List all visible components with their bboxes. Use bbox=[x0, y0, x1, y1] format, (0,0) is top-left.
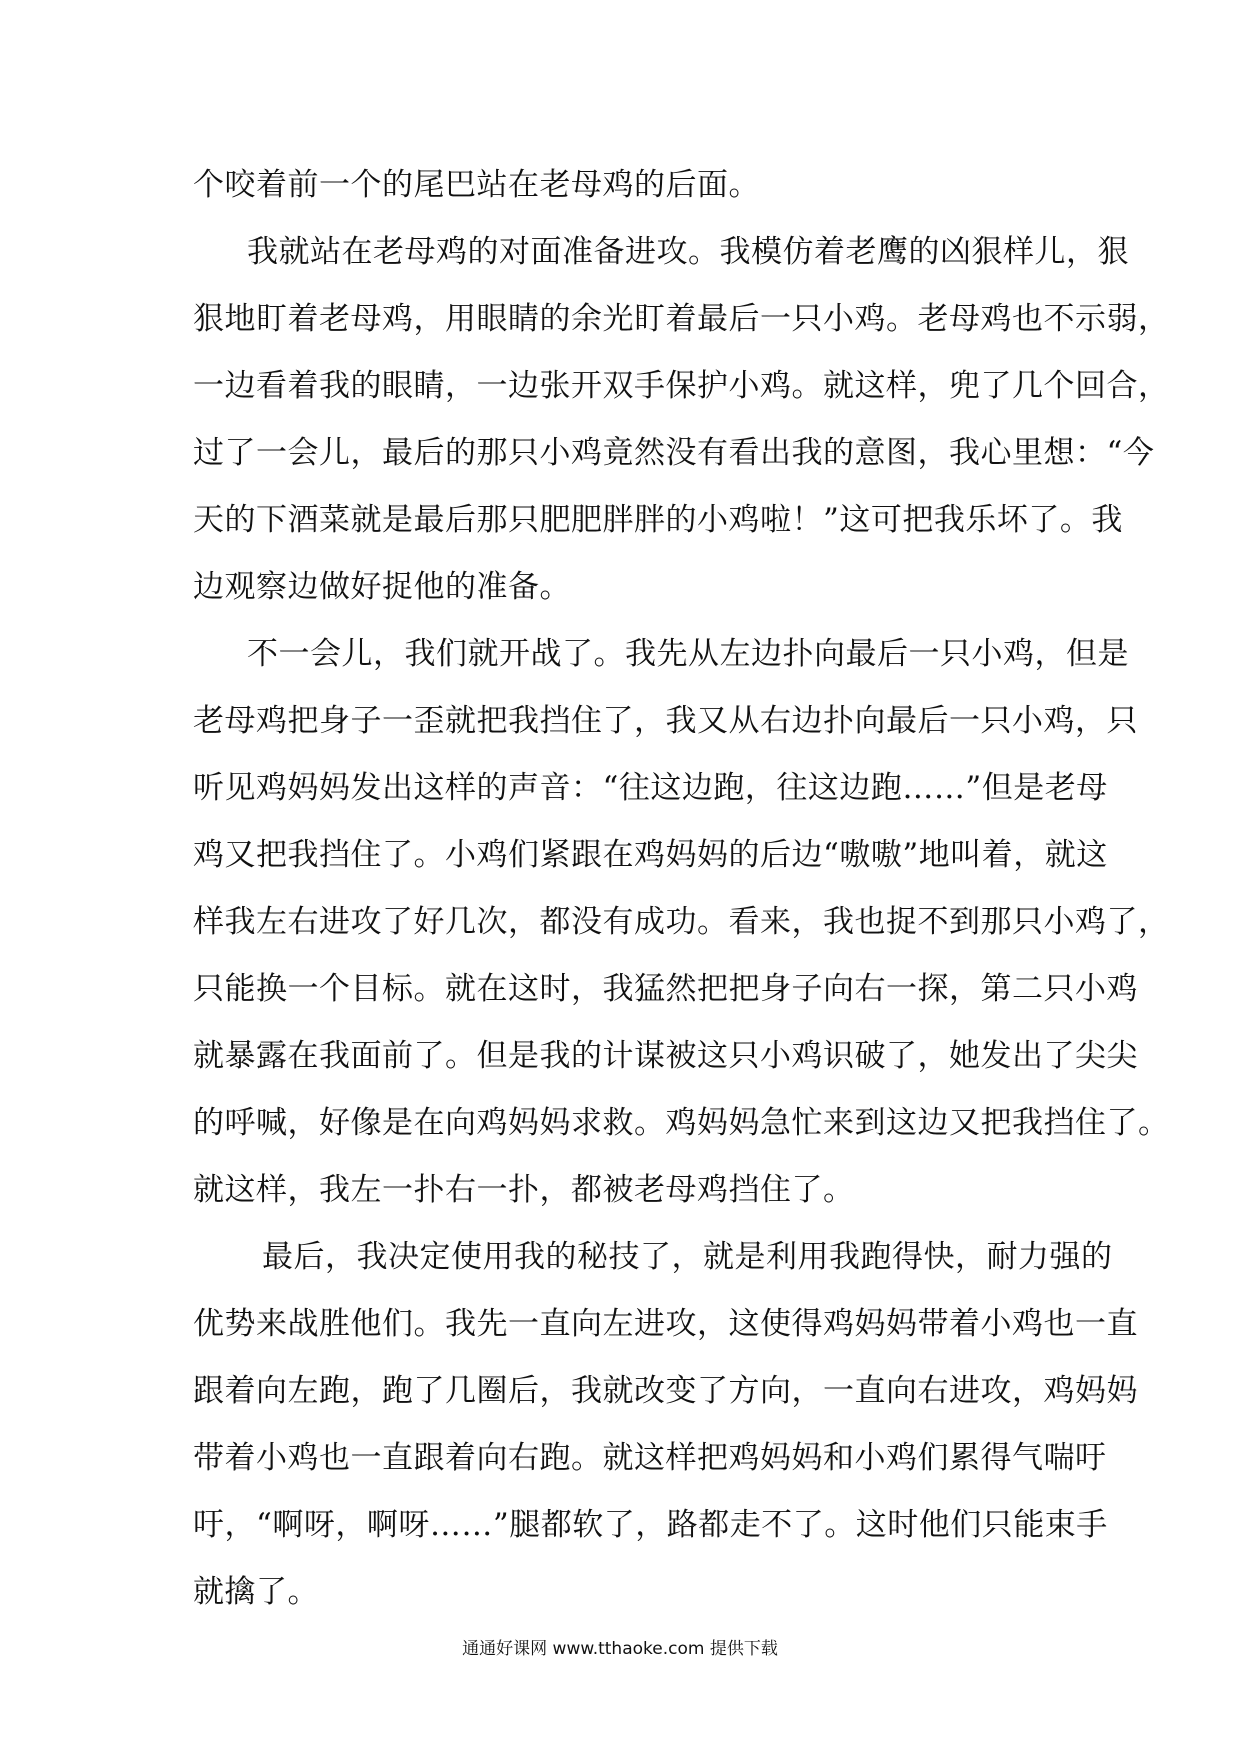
text-line: 听见鸡妈妈发出这样的声音：“往这边跑，往这边跑……”但是老母 bbox=[193, 770, 1108, 806]
text-line: 吁，“啊呀，啊呀……”腿都软了，路都走不了。这时他们只能束手 bbox=[193, 1507, 1108, 1543]
text-line: 就暴露在我面前了。但是我的计谋被这只小鸡识破了，她发出了尖尖 bbox=[193, 1038, 1138, 1074]
text-line: 过了一会儿，最后的那只小鸡竟然没有看出我的意图，我心里想：“今 bbox=[193, 435, 1155, 471]
text-line: 就擒了。 bbox=[193, 1574, 319, 1610]
text-line: 天的下酒菜就是最后那只肥肥胖胖的小鸡啦！”这可把我乐坏了。我 bbox=[193, 502, 1123, 538]
paragraph-start-line: 最后，我决定使用我的秘技了，就是利用我跑得快，耐力强的 bbox=[262, 1239, 1113, 1275]
text-line: 优势来战胜他们。我先一直向左进攻，这使得鸡妈妈带着小鸡也一直 bbox=[193, 1306, 1138, 1342]
text-line: 一边看着我的眼睛，一边张开双手保护小鸡。就这样，兜了几个回合， bbox=[193, 368, 1170, 404]
text-line: 只能换一个目标。就在这时，我猛然把把身子向右一探，第二只小鸡 bbox=[193, 971, 1138, 1007]
text-line: 就这样，我左一扑右一扑，都被老母鸡挡住了。 bbox=[193, 1172, 855, 1208]
document-body bbox=[193, 152, 1170, 1626]
text-line: 带着小鸡也一直跟着向右跑。就这样把鸡妈妈和小鸡们累得气喘吁 bbox=[193, 1440, 1107, 1476]
text-line: 狠地盯着老母鸡，用眼睛的余光盯着最后一只小鸡。老母鸡也不示弱， bbox=[193, 301, 1170, 337]
text-line: 边观察边做好捉他的准备。 bbox=[193, 569, 571, 605]
text-line: 样我左右进攻了好几次，都没有成功。看来，我也捉不到那只小鸡了， bbox=[193, 904, 1170, 940]
text-line: 鸡又把我挡住了。小鸡们紧跟在鸡妈妈的后边“嗷嗷”地叫着，就这 bbox=[193, 837, 1108, 873]
paragraph-start-line: 不一会儿，我们就开战了。我先从左边扑向最后一只小鸡，但是 bbox=[247, 636, 1129, 672]
text-line: 的呼喊，好像是在向鸡妈妈求救。鸡妈妈急忙来到这边又把我挡住了。 bbox=[193, 1105, 1170, 1141]
page-footer: 通通好课网 www.tthaoke.com 提供下载 bbox=[462, 1639, 778, 1659]
paragraph-start-line: 我就站在老母鸡的对面准备进攻。我模仿着老鹰的凶狠样儿，狠 bbox=[247, 234, 1129, 270]
text-line: 跟着向左跑，跑了几圈后，我就改变了方向，一直向右进攻，鸡妈妈 bbox=[193, 1373, 1138, 1409]
text-line: 老母鸡把身子一歪就把我挡住了，我又从右边扑向最后一只小鸡，只 bbox=[193, 703, 1138, 739]
text-line: 个咬着前一个的尾巴站在老母鸡的后面。 bbox=[193, 167, 760, 203]
